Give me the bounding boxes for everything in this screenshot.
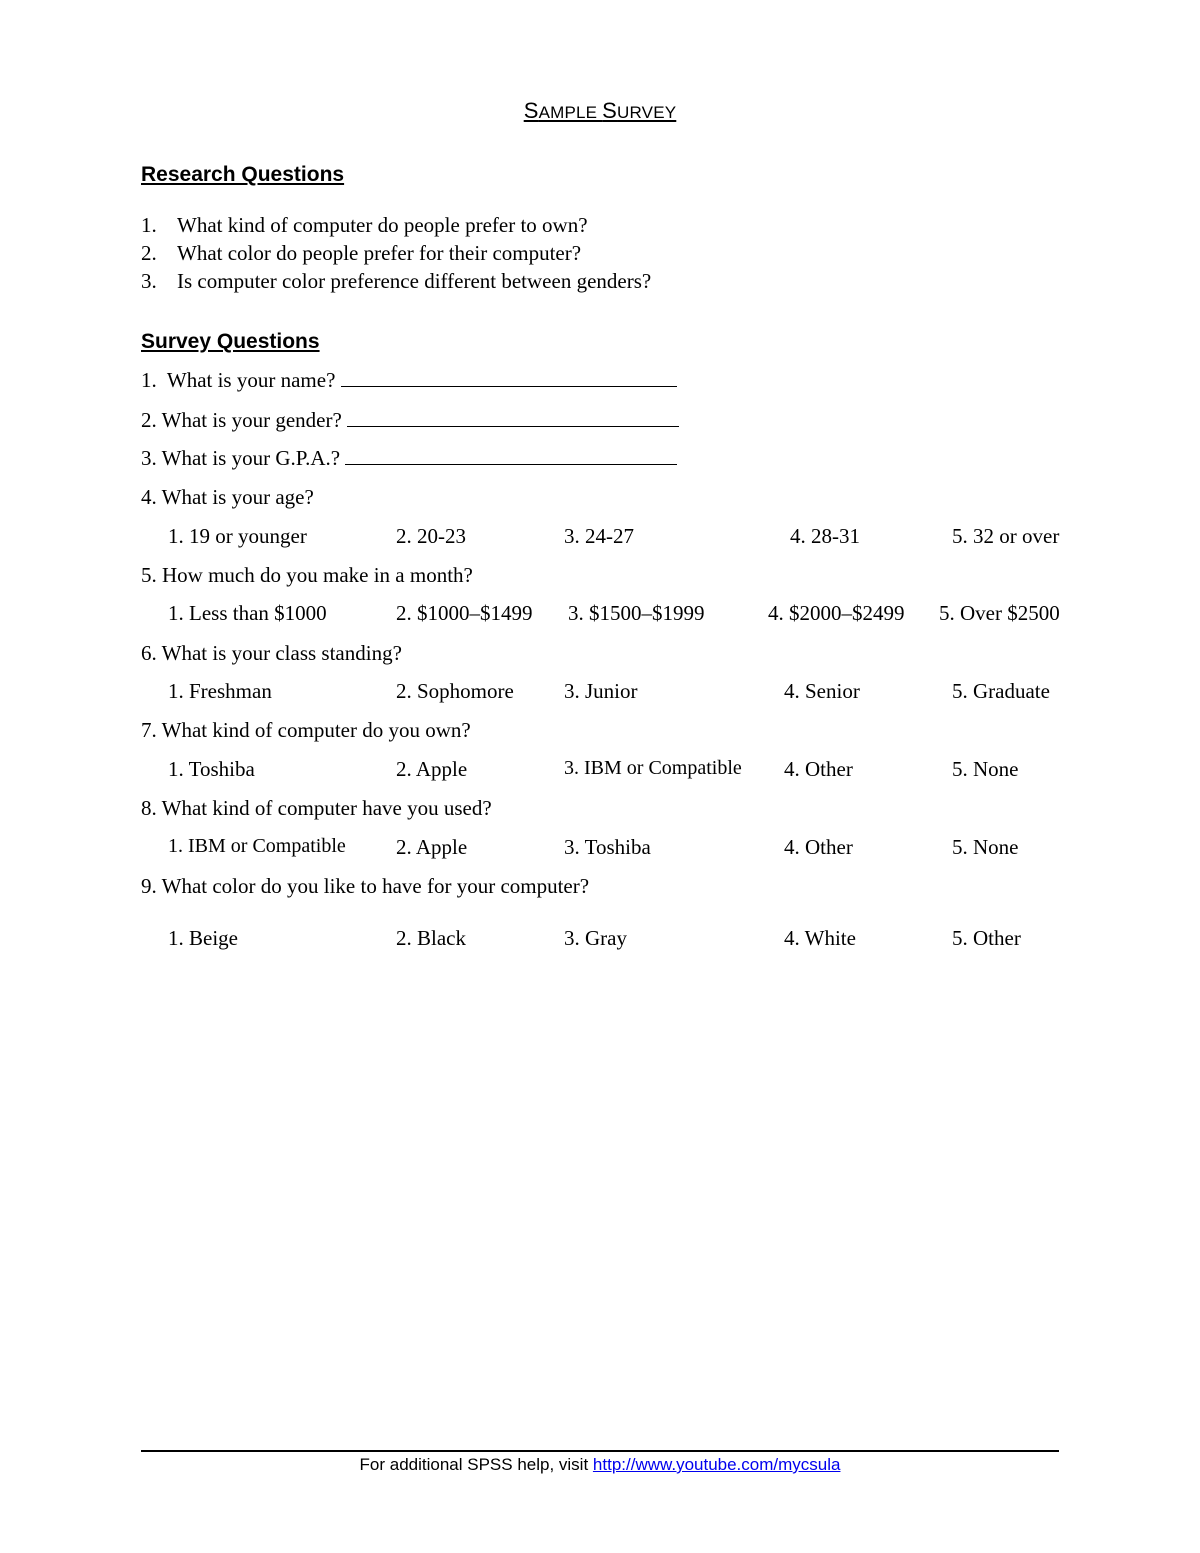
survey-question-8: 8. What kind of computer have you used? xyxy=(141,796,492,820)
survey-questions-heading: Survey Questions xyxy=(141,330,320,353)
title-initial-1: S xyxy=(523,98,539,123)
footer xyxy=(0,1455,1200,1475)
age-option-4[interactable]: 4. 28-31 xyxy=(790,524,860,548)
used-computer-option-4[interactable]: 4. Other xyxy=(784,835,853,859)
income-option-5[interactable]: 5. Over $2500 xyxy=(939,601,1060,625)
gender-answer-line[interactable] xyxy=(347,408,679,427)
name-answer-line[interactable] xyxy=(341,368,677,387)
owned-computer-option-2[interactable]: 2. Apple xyxy=(396,757,468,781)
used-computer-option-3[interactable]: 3. Toshiba xyxy=(564,835,651,859)
income-option-4[interactable]: 4. $2000–$2499 xyxy=(768,601,905,625)
color-option-1[interactable]: 1. Beige xyxy=(168,926,238,950)
class-option-2[interactable]: 2. Sophomore xyxy=(396,679,514,703)
age-option-2[interactable]: 2. 20-23 xyxy=(396,524,466,548)
used-computer-option-1[interactable]: 1. IBM or Compatible xyxy=(168,835,346,857)
survey-question-9: 9. What color do you like to have for your computer? xyxy=(141,874,590,898)
gpa-answer-line[interactable] xyxy=(345,446,677,465)
class-option-5[interactable]: 5. Graduate xyxy=(952,679,1050,703)
footer-divider xyxy=(141,1450,1059,1452)
class-option-1[interactable]: 1. Freshman xyxy=(168,679,272,703)
survey-question-5: 5. How much do you make in a month? xyxy=(141,563,473,587)
color-option-2[interactable]: 2. Black xyxy=(396,926,466,950)
income-option-1[interactable]: 1. Less than $1000 xyxy=(168,601,327,625)
owned-computer-option-4[interactable]: 4. Other xyxy=(784,757,853,781)
research-question-1: 1. What kind of computer do people prefer to own? xyxy=(141,213,588,237)
age-option-3[interactable]: 3. 24-27 xyxy=(564,524,634,548)
title-initial-2: S xyxy=(602,98,618,123)
research-question-3: 3. Is computer color preference different between genders? xyxy=(141,269,652,293)
used-computer-option-2[interactable]: 2. Apple xyxy=(396,835,468,859)
survey-question-3: 3. What is your G.P.A.? xyxy=(141,446,677,471)
class-option-4[interactable]: 4. Senior xyxy=(784,679,860,703)
research-question-2: 2. What color do people prefer for their computer? xyxy=(141,241,582,265)
class-option-3[interactable]: 3. Junior xyxy=(564,679,638,703)
title-rest-2: URVEY xyxy=(617,103,677,122)
color-option-3[interactable]: 3. Gray xyxy=(564,926,627,950)
research-questions-heading: Research Questions xyxy=(141,163,345,186)
used-computer-option-5[interactable]: 5. None xyxy=(952,835,1019,859)
survey-question-4: 4. What is your age? xyxy=(141,485,314,509)
footer-text: For additional SPSS help, visit xyxy=(359,1455,593,1474)
survey-question-7: 7. What kind of computer do you own? xyxy=(141,718,471,742)
age-option-1[interactable]: 1. 19 or younger xyxy=(168,524,307,548)
income-option-2[interactable]: 2. $1000–$1499 xyxy=(396,601,533,625)
owned-computer-option-1[interactable]: 1. Toshiba xyxy=(168,757,255,781)
color-option-5[interactable]: 5. Other xyxy=(952,926,1021,950)
title-rest-1: AMPLE xyxy=(538,103,603,122)
age-option-5[interactable]: 5. 32 or over xyxy=(952,524,1060,548)
owned-computer-option-5[interactable]: 5. None xyxy=(952,757,1019,781)
survey-question-1: 1. What is your name? xyxy=(141,368,677,393)
page-title xyxy=(0,98,1200,124)
color-option-4[interactable]: 4. White xyxy=(784,926,856,950)
owned-computer-option-3[interactable]: 3. IBM or Compatible xyxy=(564,757,742,779)
youtube-link[interactable]: http://www.youtube.com/mycsula xyxy=(592,1455,841,1474)
survey-question-2: 2. What is your gender? xyxy=(141,408,679,433)
survey-question-6: 6. What is your class standing? xyxy=(141,641,402,665)
income-option-3[interactable]: 3. $1500–$1999 xyxy=(568,601,705,625)
